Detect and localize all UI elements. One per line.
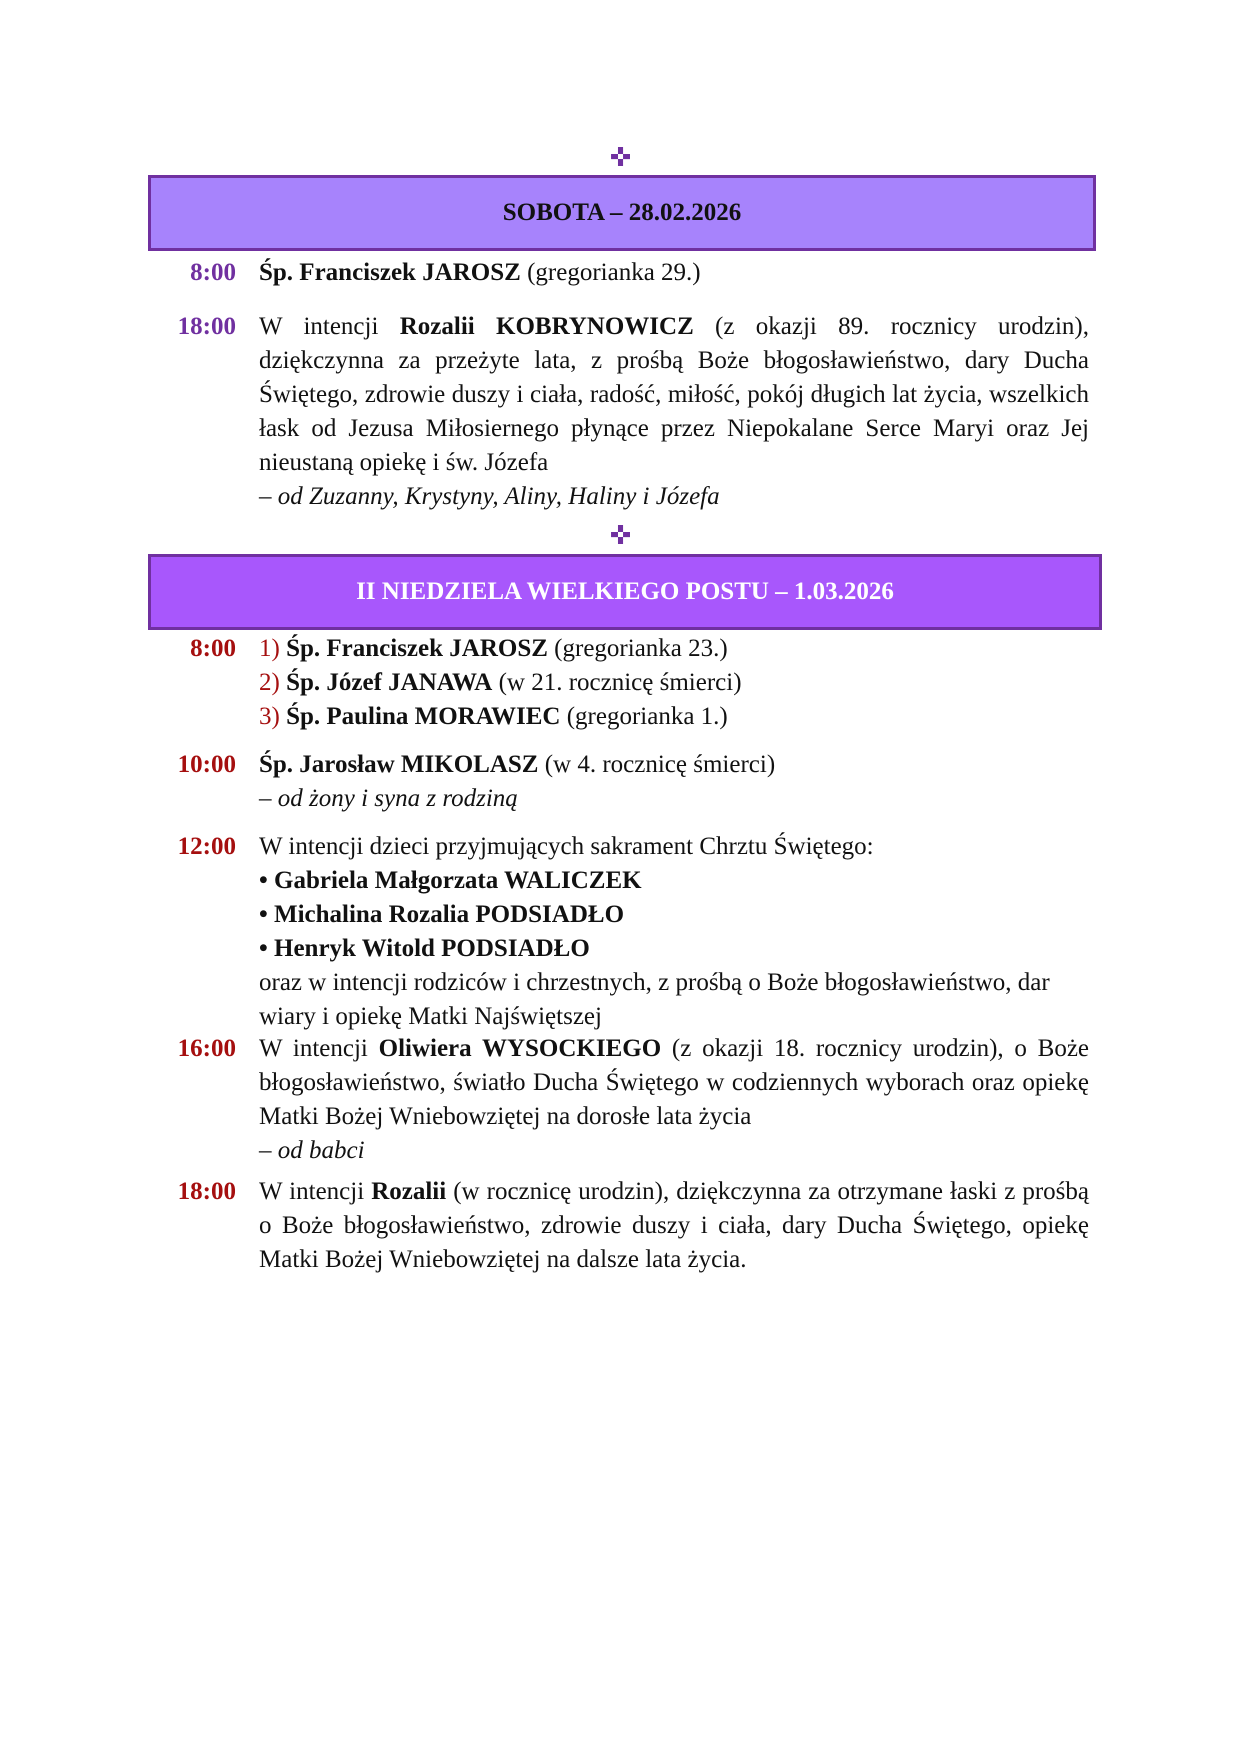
intention-detail: (gregorianka 1.): [560, 703, 728, 730]
list-item: [259, 666, 1089, 700]
item-number: 2): [259, 669, 280, 696]
intention-text: [259, 748, 1089, 816]
intention-detail: (gregorianka 29.): [520, 259, 701, 286]
child-name: • Henryk Witold PODSIADŁO: [259, 935, 590, 962]
mass-entry: [148, 748, 1090, 816]
mass-time: 18:00: [177, 1178, 236, 1205]
item-number: 3): [259, 703, 280, 730]
intention-from: – od żony i syna z rodziną: [259, 785, 518, 812]
intention-name: Rozalii: [371, 1178, 447, 1205]
intention-text: [259, 1175, 1089, 1277]
intention-name: Śp. Franciszek JAROSZ: [286, 635, 548, 662]
intention-detail: (z okazji 89. rocznicy urodzin), dziękczynna za przeżyte lata, z prośbą Boże błogosławieństwo, dary Ducha Świętego, zdrowie duszy i ciała, radość, miłość, pokój długich lat życia, wszelkich łask od Jezusa Miłosiernego płynące przez Niepokalane Serce Maryi oraz Jej nieustaną opiekę i św. Józefa: [259, 313, 1089, 476]
mass-time: 16:00: [177, 1035, 236, 1062]
mass-entry: [148, 1032, 1090, 1168]
intention-prefix: W intencji: [259, 1035, 379, 1062]
list-item: [259, 632, 1089, 666]
intention-detail: (w rocznicę urodzin), dziękczynna za otrzymane łaski z prośbą o Boże błogosławieństwo, zdrowie duszy i ciała, dary Ducha Świętego, opiekę Matki Bożej Wniebowziętej na dalsze lata życia.: [259, 1178, 1089, 1273]
intention-detail: oraz w intencji rodziców i chrzestnych, z prośbą o Boże błogosławieństwo, dar wiary i opiekę Matki Najświętszej: [259, 969, 1050, 1030]
mass-time: 8:00: [190, 635, 236, 662]
intention-text: [259, 1032, 1089, 1168]
intention-name: Śp. Jarosław MIKOLASZ: [259, 751, 539, 778]
day-banner-sunday: II NIEDZIELA WIELKIEGO POSTU – 1.03.2026: [148, 554, 1102, 630]
intention-detail: (z okazji 18. rocznicy urodzin), o Boże błogosławieństwo, światło Ducha Świętego w codziennych wyborach oraz opiekę Matki Bożej Wniebowziętej na dorosłe lata życia: [259, 1035, 1090, 1130]
cross-icon: ✜: [609, 521, 632, 550]
intention-detail: (gregorianka 23.): [547, 635, 728, 662]
intention-detail: (w 4. rocznicę śmierci): [538, 751, 776, 778]
child-name: • Michalina Rozalia PODSIADŁO: [259, 901, 625, 928]
intention-text: [259, 256, 1089, 290]
mass-time: 12:00: [177, 833, 236, 860]
intention-prefix: W intencji dzieci przyjmujących sakrament Chrztu Świętego:: [259, 833, 874, 860]
child-name: • Gabriela Małgorzata WALICZEK: [259, 867, 642, 894]
list-item: [259, 700, 1089, 734]
intention-detail: (w 21. rocznicę śmierci): [492, 669, 742, 696]
cross-icon: ✜: [609, 143, 632, 172]
intention-prefix: W intencji: [259, 1178, 372, 1205]
intention-text: [259, 310, 1089, 514]
mass-entry: [148, 830, 1090, 1034]
intention-name: Śp. Franciszek JAROSZ: [259, 259, 521, 286]
item-number: 1): [259, 635, 280, 662]
mass-time: 18:00: [177, 313, 236, 340]
mass-entry: [148, 632, 1090, 734]
intention-name: Rozalii KOBRYNOWICZ: [399, 313, 694, 340]
intention-name: Oliwiera WYSOCKIEGO: [378, 1035, 662, 1062]
intention-list: [259, 632, 1089, 734]
mass-entry: [148, 1175, 1090, 1277]
intention-from: – od babci: [259, 1137, 365, 1164]
intention-name: Śp. Józef JANAWA: [286, 669, 493, 696]
mass-entry: [148, 310, 1090, 514]
mass-time: 8:00: [190, 259, 236, 286]
mass-time: 10:00: [177, 751, 236, 778]
intention-from: – od Zuzanny, Krystyny, Aliny, Haliny i Józefa: [259, 483, 720, 510]
mass-entry: [148, 256, 1090, 290]
intention-name: Śp. Paulina MORAWIEC: [286, 703, 561, 730]
intention-text: [259, 830, 1089, 1034]
intention-prefix: W intencji: [259, 313, 400, 340]
day-banner-saturday: SOBOTA – 28.02.2026: [148, 175, 1096, 251]
